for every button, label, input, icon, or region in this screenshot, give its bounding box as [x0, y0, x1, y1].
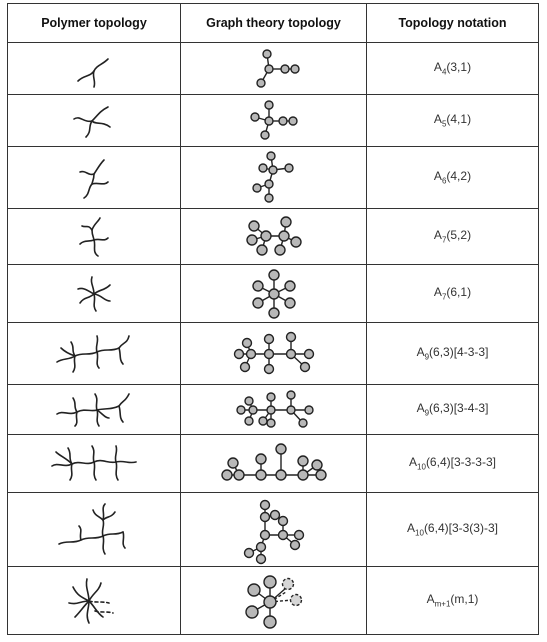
header-polymer-topology: Polymer topology: [8, 4, 181, 43]
header-row: [8, 4, 539, 43]
polymer-drawing-cell: [8, 209, 181, 265]
graph-drawing: [234, 570, 314, 632]
polymer-drawing-cell: [8, 385, 181, 435]
topology-notation: $A_9(6,3)[3-4-3]$: [416, 401, 489, 418]
polymer-drawing-cell: [8, 147, 181, 209]
topology-notation: $A_{10}(6,4)[3-3(3)-3]$: [407, 521, 498, 538]
table-row: [8, 265, 539, 323]
polymer-drawing: [64, 269, 124, 319]
notation-cell: [367, 493, 539, 567]
notation-cell: [367, 435, 539, 493]
notation-cell: [367, 265, 539, 323]
polymer-drawing: [64, 152, 124, 204]
graph-drawing: [229, 495, 319, 565]
table-row: [8, 95, 539, 147]
polymer-drawing: [49, 388, 139, 432]
graph-drawing-cell: [181, 435, 367, 493]
table-row: [8, 435, 539, 493]
polymer-drawing-cell: [8, 265, 181, 323]
notation-cell: [367, 95, 539, 147]
table-row: [8, 567, 539, 635]
graph-drawing-cell: [181, 147, 367, 209]
notation-cell: [367, 385, 539, 435]
polymer-drawing-cell: [8, 95, 181, 147]
table-row: [8, 147, 539, 209]
graph-drawing-cell: [181, 95, 367, 147]
graph-drawing-cell: [181, 265, 367, 323]
polymer-drawing: [64, 212, 124, 262]
polymer-drawing: [64, 99, 124, 143]
polymer-drawing-cell: [8, 43, 181, 95]
table-row: [8, 323, 539, 385]
topology-notation: $A_6(4,2)$: [433, 169, 472, 186]
header-topology-notation: Topology notation: [367, 4, 539, 43]
graph-drawing: [239, 150, 309, 206]
graph-drawing: [219, 439, 329, 489]
topology-notation: $A_7(5,2)$: [433, 228, 472, 245]
topology-notation: $A_5(4,1)$: [433, 112, 472, 129]
header-graph-theory-topology: Graph theory topology: [181, 4, 367, 43]
polymer-drawing-cell: [8, 493, 181, 567]
notation-cell: [367, 43, 539, 95]
table-row: [8, 493, 539, 567]
graph-drawing: [239, 99, 309, 143]
polymer-drawing: [59, 571, 129, 631]
graph-drawing-cell: [181, 209, 367, 265]
graph-drawing: [239, 47, 309, 91]
table-row: [8, 385, 539, 435]
topology-notation: $A_{m+1}(m,1)$: [426, 592, 479, 609]
polymer-drawing-cell: [8, 435, 181, 493]
graph-drawing-cell: [181, 493, 367, 567]
graph-drawing: [229, 387, 319, 433]
table-row: [8, 209, 539, 265]
notation-cell: [367, 567, 539, 635]
topology-notation: $A_4(3,1)$: [433, 60, 472, 77]
graph-drawing-cell: [181, 323, 367, 385]
topology-notation: $A_9(6,3)[4-3-3]$: [416, 345, 489, 362]
polymer-drawing: [49, 498, 139, 562]
topology-table: [7, 3, 539, 635]
graph-drawing: [229, 327, 319, 381]
polymer-drawing: [64, 47, 124, 91]
polymer-drawing-cell: [8, 567, 181, 635]
notation-cell: [367, 323, 539, 385]
polymer-drawing: [49, 328, 139, 380]
table-row: [8, 43, 539, 95]
graph-drawing-cell: [181, 43, 367, 95]
graph-drawing: [239, 267, 309, 321]
graph-drawing-cell: [181, 567, 367, 635]
topology-notation: $A_{10}(6,4)[3-3-3-3]$: [409, 455, 496, 472]
polymer-drawing: [46, 440, 142, 488]
polymer-drawing-cell: [8, 323, 181, 385]
graph-drawing: [234, 212, 314, 262]
notation-cell: [367, 209, 539, 265]
graph-drawing-cell: [181, 385, 367, 435]
topology-notation: $A_7(6,1)$: [433, 285, 472, 302]
notation-cell: [367, 147, 539, 209]
